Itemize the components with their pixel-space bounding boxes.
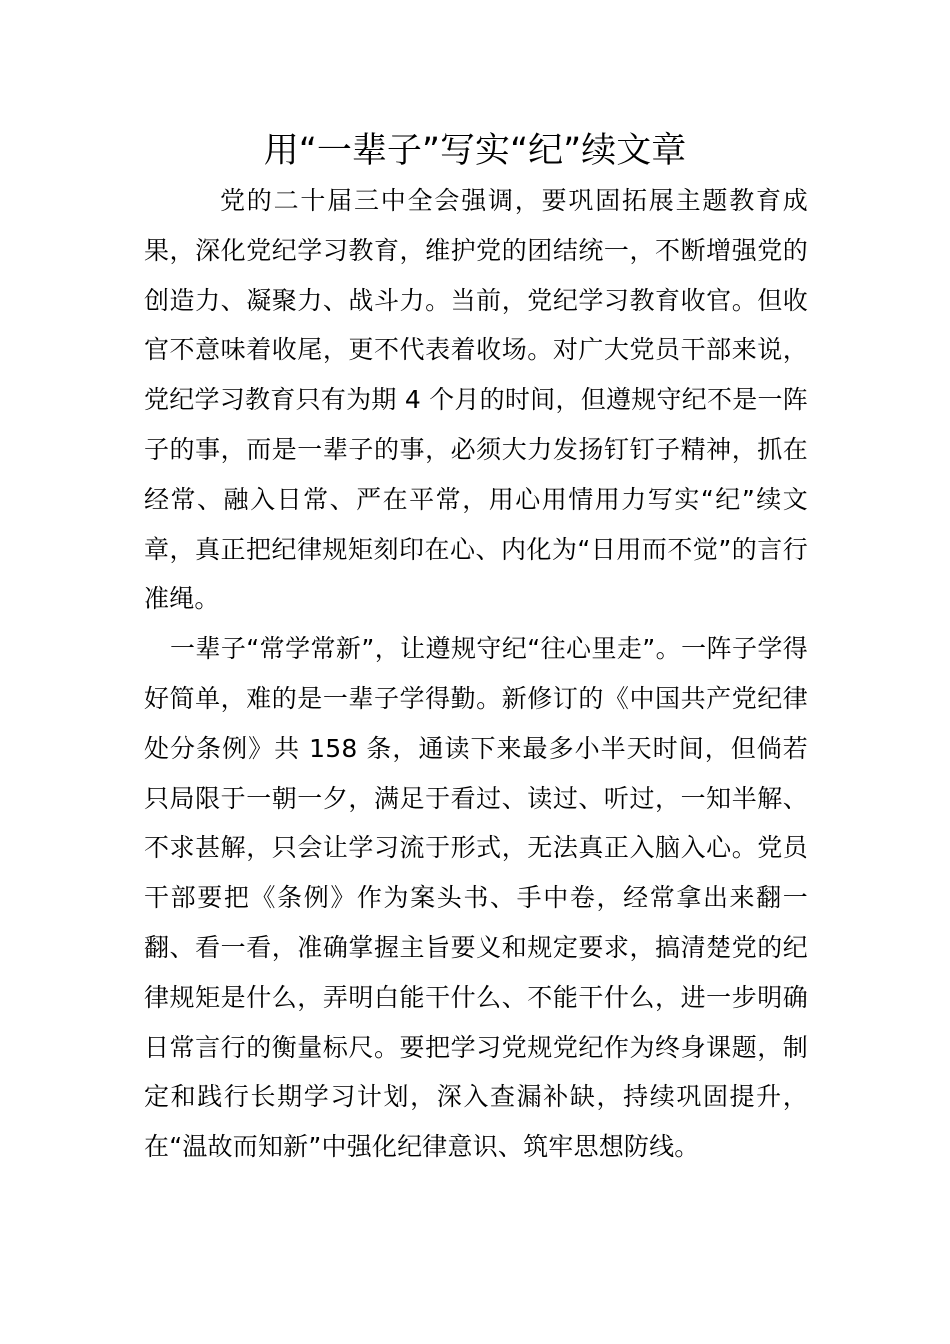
paragraph-1: 党的二十届三中全会强调，要巩固拓展主题教育成果，深化党纪学习教育，维护党的团结统一，不断增强党的创造力、凝聚力、战斗力。当前，党纪学习教育收官。但收官不意味着收尾，更不代表着收场。对广大党员干部来说，党纪学习教育只有为期 4 个月的时间，但遵规守纪不是一阵子的事，而是一辈子的事，必须大力发扬钉钉子精神，抓在经常、融入日常、严在平常，用心用情用力写实“纪”续文章，真正把纪律规矩刻印在心、内化为“日用而不觉”的言行准绳。 (144, 186, 808, 614)
document-title: 用“一辈子”写实“纪”续文章 (263, 131, 687, 171)
document-body (144, 176, 808, 1172)
paragraph-2: 一辈子“常学常新”，让遵规守纪“往心里走”。一阵子学得好简单，难的是一辈子学得勤。新修订的《中国共产党纪律处分条例》共 158 条，通读下来最多小半天时间，但倘若只局限于一朝一夕，满足于看过、读过、听过，一知半解、不求甚解，只会让学习流于形式，无法真正入脑入心。党员干部要把《条例》作为案头书、手中卷，经常拿出来翻一翻、看一看，准确掌握主旨要义和规定要求，搞清楚党的纪律规矩是什么，弄明白能干什么、不能干什么，进一步明确日常言行的衡量标尺。要把学习党规党纪作为终身课题，制定和践行长期学习计划，深入查漏补缺，持续巩固提升，在“温故而知新”中强化纪律意识、筑牢思想防线。 (144, 634, 808, 1162)
